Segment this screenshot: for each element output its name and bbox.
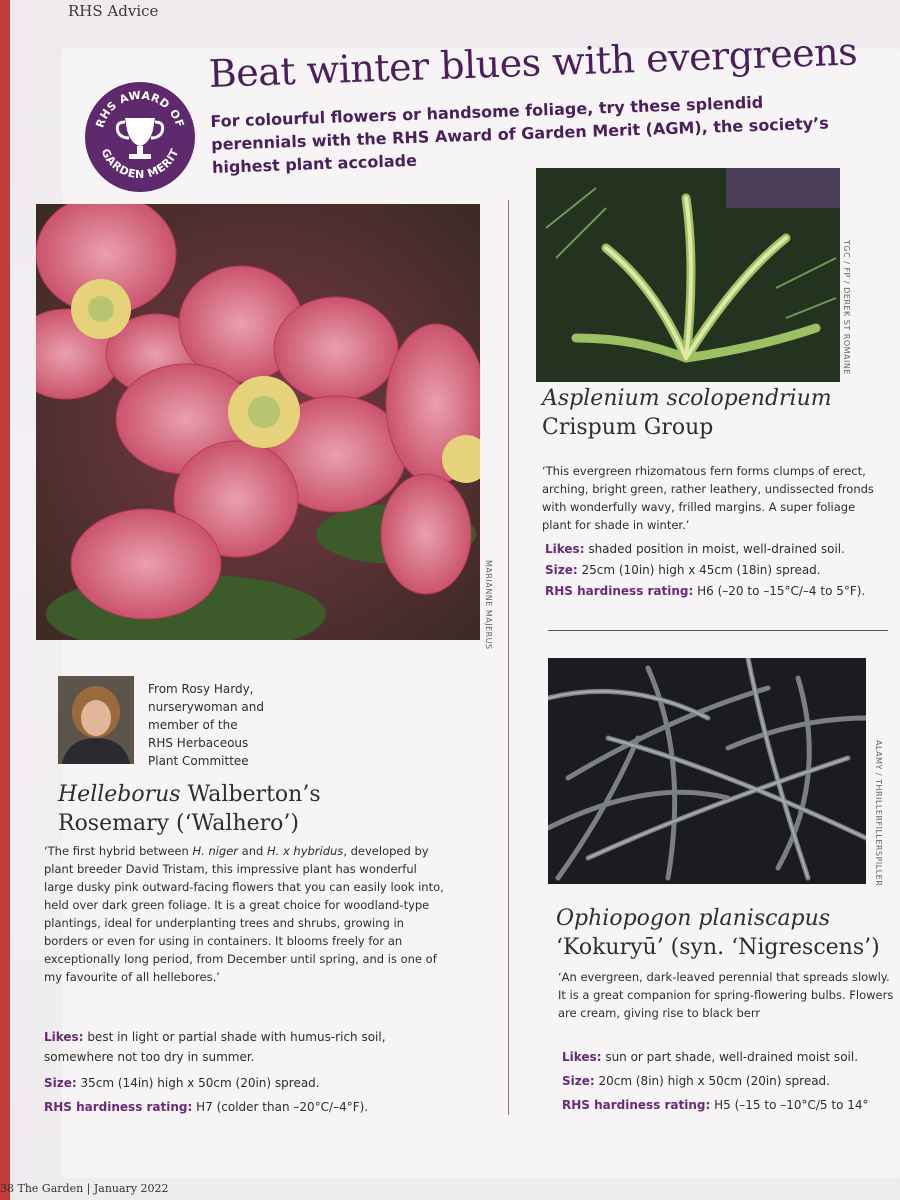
desc-species: H. x hybridus (266, 844, 344, 858)
likes-value: sun or part shade, well-drained moist soil. (601, 1050, 859, 1064)
fern-likes (545, 542, 845, 556)
ophiopogon-name (556, 904, 896, 962)
hardiness-value: H6 (–20 to –15°C/–4 to 5°F). (693, 584, 866, 598)
agm-badge-logo (85, 82, 195, 192)
desc-species: H. niger (192, 844, 239, 858)
fern-name-line1: Asplenium scolopendrium (542, 386, 832, 411)
section-label: RHS Advice (68, 2, 159, 20)
fern-hardiness (545, 584, 865, 598)
hellebore-name (58, 780, 478, 838)
hellebore-photo (36, 204, 480, 640)
ophiopogon-size (562, 1074, 830, 1088)
size-label: Size: (562, 1074, 595, 1088)
size-value: 25cm (10in) high x 45cm (18in) spread. (577, 563, 821, 577)
ophiopogon-hardiness (562, 1098, 869, 1112)
author-line: RHS Herbaceous (148, 736, 249, 750)
ophiopogon-description: ‘An evergreen, dark-leaved perennial that spreads slowly. It is a great companion for spring-flowering bulbs. Flowers are cream, giving rise to black berr (558, 970, 894, 1020)
fern-photo-credit: TGC / FP / DEREK ST ROMAINE (842, 240, 851, 375)
ophiopogon-name-line1: Ophiopogon planiscapus (556, 906, 831, 931)
column-divider (508, 200, 509, 1115)
hardiness-value: H5 (–15 to –10°C/5 to 14° (710, 1098, 869, 1112)
likes-label: Likes: (545, 542, 585, 556)
fern-description: ‘This evergreen rhizomatous fern forms clumps of erect, arching, bright green, rather leathery, undissected fronds with wonderfully wavy, frilled margins. A super foliage plant for shade in winter.’ (542, 464, 874, 532)
author-line: nurserywoman and (148, 700, 265, 714)
author-line: Plant Committee (148, 754, 249, 768)
author-line: From Rosy Hardy, (148, 682, 254, 696)
size-value: 20cm (8in) high x 50cm (20in) spread. (594, 1074, 830, 1088)
fern-size (545, 563, 821, 577)
hardiness-label: RHS hardiness rating: (44, 1100, 193, 1114)
page-footer: 38 The Garden | January 2022 (0, 1182, 169, 1195)
hellebore-description (44, 842, 448, 986)
ophiopogon-photo (548, 658, 866, 884)
size-label: Size: (545, 563, 578, 577)
hellebore-name-line2: Rosemary (‘Walhero’) (58, 811, 299, 836)
svg-text:GARDEN MERIT: GARDEN MERIT (98, 146, 182, 182)
page-edge (0, 0, 10, 1200)
hellebore-likes (44, 1030, 386, 1044)
hellebore-likes-cont: somewhere not too dry in summer. (44, 1050, 255, 1064)
fern-photo (536, 168, 840, 382)
size-label: Size: (44, 1076, 77, 1090)
svg-text:RHS AWARD OF: RHS AWARD OF (93, 88, 187, 130)
likes-label: Likes: (44, 1030, 84, 1044)
size-value: 35cm (14in) high x 50cm (20in) spread. (76, 1076, 320, 1090)
hardiness-label: RHS hardiness rating: (562, 1098, 711, 1112)
ophiopogon-name-line2: ‘Kokuryū’ (syn. ‘Nigrescens’) (556, 935, 880, 960)
section-divider (548, 630, 888, 631)
hellebore-name-line1 (58, 780, 478, 809)
desc-text: , developed by plant breeder David Tristam, this impressive plant has wonderful large dusky pink outward-facing flowers that you can easily look into, held over dark green foliage. It is a great choice for woodland-type plantings, ideal for underplanting trees and shrubs, growing in borders or even for using in containers. It blooms freely for an exceptionally long period, from December until spring, and is one of my favourite of all hellebores.’ (44, 844, 444, 984)
article-title: Beat winter blues with evergreens (208, 29, 858, 96)
fern-name (542, 384, 882, 442)
likes-label: Likes: (562, 1050, 602, 1064)
hardiness-label: RHS hardiness rating: (545, 584, 694, 598)
hellebore-size (44, 1076, 320, 1090)
trophy-icon (85, 82, 195, 192)
author-bio (148, 680, 264, 770)
ophiopogon-photo-credit: ALAMY / THRILLERFILLERSPILLER (874, 740, 883, 887)
hellebore-cultivar: Walberton’s (180, 782, 321, 807)
fern-name-line2: Crispum Group (542, 415, 714, 440)
hellebore-genus: Helleborus (58, 782, 181, 807)
ophiopogon-likes (562, 1050, 858, 1064)
hellebore-photo-credit: MARIANNE MAJERUS (484, 560, 493, 650)
likes-value: shaded position in moist, well-drained soil. (584, 542, 845, 556)
author-line: member of the (148, 718, 238, 732)
desc-text: ‘The first hybrid between (44, 844, 193, 858)
hardiness-value: H7 (colder than –20°C/–4°F). (192, 1100, 369, 1114)
article-subtitle: For colourful flowers or handsome foliage, try these splendid perennials with the RHS Award of Garden Merit (AGM), the society’s highest plant accolade (210, 92, 830, 177)
likes-value: best in light or partial shade with humus-rich soil, (83, 1030, 386, 1044)
author-portrait (58, 676, 134, 764)
hellebore-hardiness (44, 1100, 368, 1114)
desc-text: and (238, 844, 267, 858)
